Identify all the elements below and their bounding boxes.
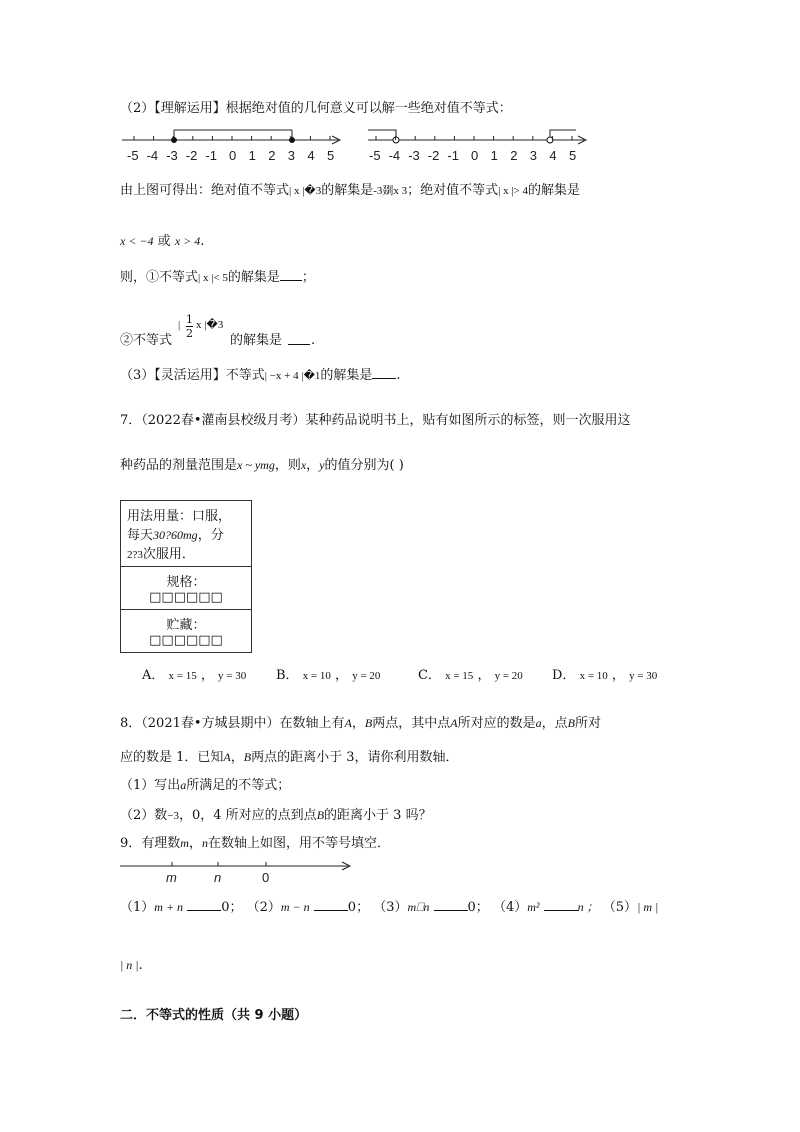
axis-tick-label: 5 [569,148,577,163]
answer-blank[interactable] [280,268,302,281]
option-b[interactable]: B． x = 10 ， y = 20 [276,668,381,683]
label-spec: 规格： □□□□□□ [121,567,251,610]
p9-last: | n |. [120,958,143,973]
axis-tick-label: -4 [146,148,159,163]
axis-tick-label: -2 [427,148,440,163]
axis-label-0: 0 [262,870,270,885]
axis-tick-label: 1 [490,148,498,163]
axis-tick-label: 2 [268,148,276,163]
axis-tick-label: 0 [471,148,479,163]
axis-tick-label: 0 [229,148,237,163]
medicine-label [120,500,252,653]
p8-q1: （1）写出a所满足的不等式； [120,778,291,793]
label-usage: 用法用量：口服， 每天30?60mg，分 2?3次服用． [121,501,251,567]
axis-tick-label: 4 [549,148,557,163]
section-heading: 二．不等式的性质（共 9 小题） [120,1008,308,1023]
p8-line2: 应的数是 1．已知A，B两点的距离小于 3，请你利用数轴． [120,750,459,765]
axis-tick-label: -5 [127,148,139,163]
number-line-left [120,126,350,166]
answer-blank[interactable] [372,366,396,379]
answer-blank[interactable] [434,898,468,911]
p7-line2: 种药品的剂量范围是x ~ ymg，则x，y的值分别为( ) [120,458,404,473]
label-storage: 贮藏： □□□□□□ [149,618,223,648]
axis-tick-label: -2 [185,148,198,163]
answer-blank[interactable] [314,898,348,911]
option-a[interactable]: A． x = 15 ， y = 30 [142,668,247,683]
p6-conclusion: 由上图可得出：绝对值不等式| x |�3的解集是-3剟x 3；绝对值不等式| x |> 4的解集是 [120,183,581,198]
number-line-right [366,126,596,166]
axis-tick-label: -3 [166,148,178,163]
axis-tick-label: -1 [447,148,459,163]
axis-tick-label: 2 [510,148,518,163]
answer-blank[interactable] [187,898,221,911]
p9-items: （1）m + n 0； （2）m − n 0； （3）m⎕n 0； （4）m² n ； （5）| m | [120,900,659,915]
p6-q1: 则，①不等式| x |< 5的解集是 ； [120,270,315,285]
p6-intro: （2）【理解运用】根据绝对值的几何意义可以解一些绝对值不等式： [120,101,512,116]
number-line-mn [120,860,360,890]
axis-tick-label: 3 [529,148,538,163]
p8-line1: 8．（2021春•方城县期中）在数轴上有A，B两点，其中点A所对应的数是a，点B所对 [120,716,601,731]
axis-tick-label: -5 [369,148,381,163]
axis-tick-label: 3 [287,148,296,163]
axis-tick-label: -3 [408,148,420,163]
axis-label-n: n [214,870,222,885]
option-d[interactable]: D． x = 10 ， y = 30 [552,668,658,683]
p9-line1: 9．有理数m，n在数轴上如图，用不等号填空． [120,836,390,851]
p6-solution-set: x < −4 或 x > 4. [120,234,205,249]
answer-blank[interactable] [544,898,578,911]
axis-tick-label: 1 [248,148,256,163]
axis-tick-label: 5 [327,148,335,163]
closed-dot-neg3 [171,137,177,143]
closed-dot-3 [289,137,295,143]
p6-q3: （3）【灵活运用】不等式| −x + 4 |�1的解集是 . [120,368,401,383]
p8-q2: （2）数−3，0，4 所对应的点到点B的距离小于 3 吗？ [120,808,432,823]
option-c[interactable]: C． x = 15 ， y = 20 [418,668,523,683]
axis-tick-label: 4 [307,148,315,163]
axis-tick-label: -4 [388,148,401,163]
axis-tick-label: -1 [205,148,217,163]
answer-blank[interactable] [288,332,310,345]
p7-line1: 7．（2022春•灌南县校级月考）某种药品说明书上，贴有如图所示的标签，则一次服用这 [120,413,631,428]
axis-label-m: m [166,870,177,885]
